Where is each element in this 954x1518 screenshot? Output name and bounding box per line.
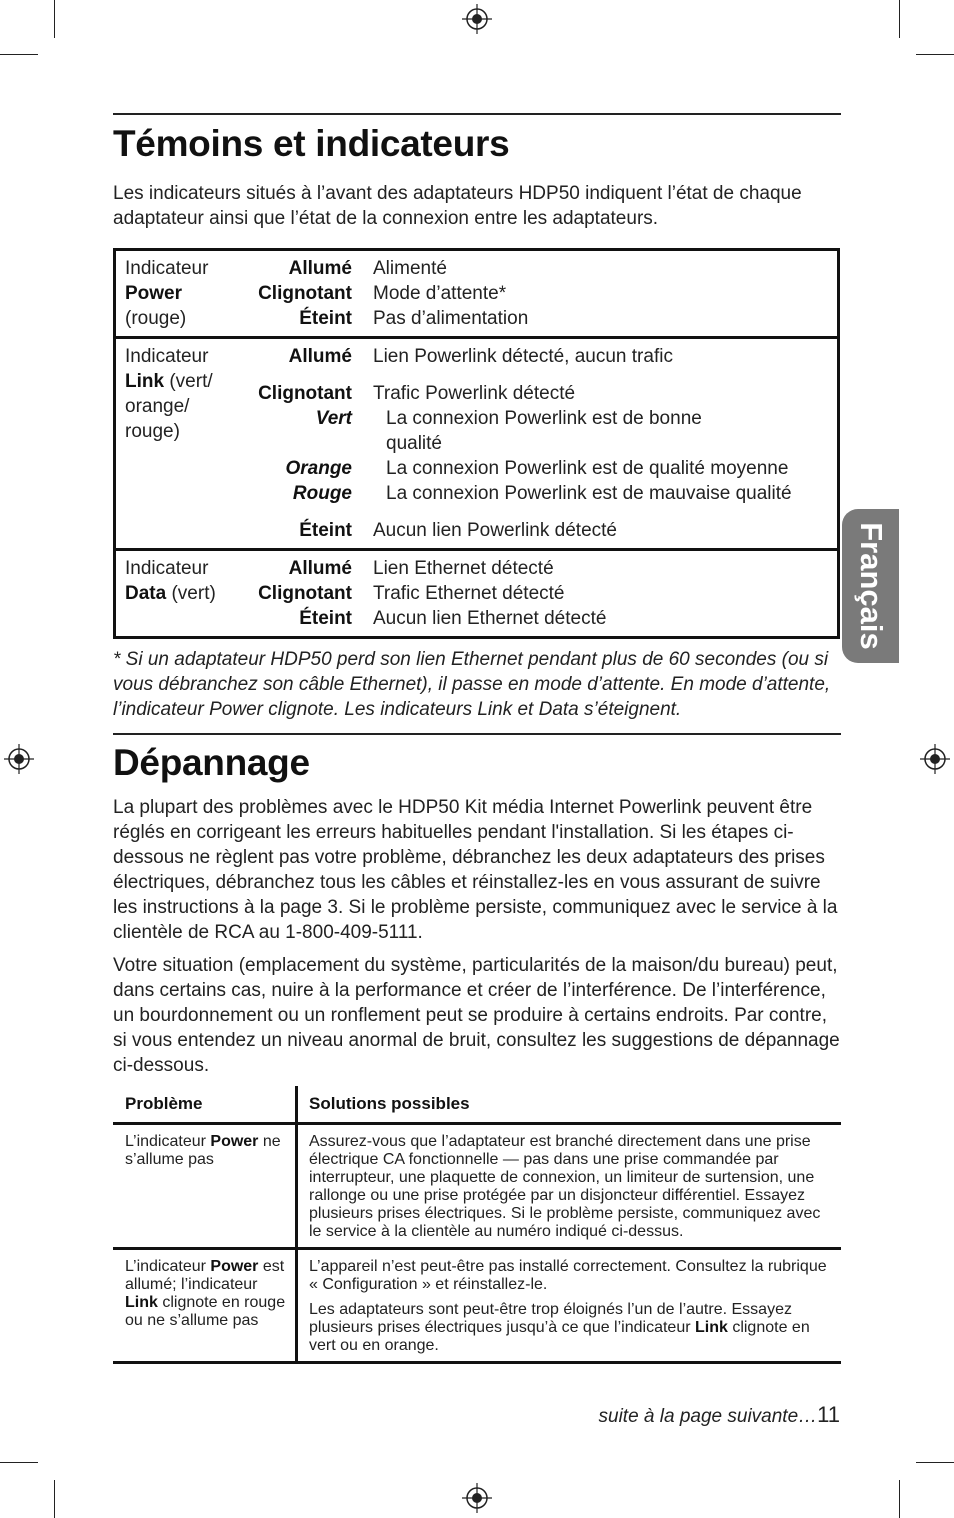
indicator-table	[113, 248, 840, 639]
problem-cell: L’indicateur Power est allumé; l’indicateur Link clignote en rouge ou ne s’allume pas	[113, 1250, 298, 1361]
crop-mark	[0, 54, 38, 55]
indicator-label: Indicateur Power (rouge)	[125, 258, 209, 329]
table-row	[113, 1125, 841, 1250]
solution-cell: Assurez-vous que l’adaptateur est branché directement dans une prise électrique CA fonctionnelle — pas dans une prise commandée par interrupteur, une plaquette de connexion, un limiteur de surtension, une rallonge ou une prise protégée par un disjoncteur différentiel. Essayez plusieurs prises électriques. Si le problème persiste, communiquez avec le service à la clientèle au numéro indiqué ci-dessus.	[309, 1133, 821, 1240]
indicator-group-power	[116, 251, 837, 336]
language-tab	[842, 509, 899, 663]
indicators-intro: Les indicateurs situés à l’avant des adaptateurs HDP50 indiquent l’état de chaque adaptateur ainsi que l’état de la connexion entre les adaptateurs.	[113, 183, 802, 229]
crop-mark	[899, 0, 900, 38]
problem-cell: L’indicateur Power ne s’allume pas	[113, 1125, 298, 1247]
indicator-descriptions: Lien Ethernet détecté Trafic Ethernet détecté Aucun lien Ethernet détecté	[373, 558, 607, 629]
indicator-descriptions: Alimenté Mode d’attente* Pas d’alimentation	[373, 258, 529, 329]
crop-mark	[916, 54, 954, 55]
language-tab-label: Français	[853, 522, 889, 650]
indicator-group-data	[116, 548, 837, 636]
page-number: 11	[817, 1402, 840, 1427]
indicator-descriptions: Lien Powerlink détecté, aucun trafic Trafic Powerlink détecté La connexion Powerlink est de bonne qualité La connexion Powerlink est de qualité moyenne La connexion Powerlink est de mauvaise qualité Aucun lien Powerlink détecté	[373, 346, 792, 541]
indicator-label: Indicateur Link (vert/ orange/ rouge)	[125, 346, 213, 442]
table-header-row	[113, 1086, 841, 1125]
registration-mark-icon	[4, 744, 34, 774]
solution-cell: L’appareil n’est peut-être pas installé correctement. Consultez la rubrique « Configuration » et réinstallez-le. Les adaptateurs sont peut-être trop éloignés l’un de l’autre. Essayez plusieurs prises électriques jusqu’à ce que l’indicateur Link clignote en vert ou en orange.	[309, 1258, 827, 1354]
indicator-states: Allumé Clignotant Vert Orange Rouge Éteint	[258, 346, 352, 541]
troubleshooting-paragraph: La plupart des problèmes avec le HDP50 Kit média Internet Powerlink peuvent être réglés en corrigeant les erreurs habituelles pendant l'installation. Si les étapes ci-dessous ne règlent pas votre problème, débranchez les deux adaptateurs des prises électriques, débranchez tous les câbles et réinstallez-les en vous assurant de suivre les instructions à la page 3. Si le problème persiste, communiquez avec le service à la clientèle de RCA au 1-800-409-5111.	[113, 797, 838, 943]
registration-mark-icon	[462, 1483, 492, 1513]
page-footer	[599, 1402, 840, 1428]
crop-mark	[0, 1462, 38, 1463]
crop-mark	[916, 1462, 954, 1463]
registration-mark-icon	[920, 744, 950, 774]
table-row	[113, 1250, 841, 1364]
indicator-label: Indicateur Data (vert)	[125, 558, 216, 604]
page-content	[113, 113, 841, 1364]
crop-mark	[54, 1480, 55, 1518]
section-rule	[113, 733, 841, 735]
section-title-indicators: Témoins et indicateurs	[113, 123, 510, 164]
crop-mark	[899, 1480, 900, 1518]
column-header-problem: Problème	[113, 1086, 298, 1122]
indicator-group-link	[116, 336, 837, 548]
registration-mark-icon	[462, 4, 492, 34]
footnote: * Si un adaptateur HDP50 perd son lien Ethernet pendant plus de 60 secondes (ou si vous débranchez son câble Ethernet), il passe en mode d’attente. En mode d’attente, l’indicateur Power clignote. Les indicateurs Link et Data s’éteignent.	[113, 649, 831, 720]
indicator-states: Allumé Clignotant Éteint	[258, 558, 352, 629]
indicator-states: Allumé Clignotant Éteint	[258, 258, 352, 329]
continued-note: suite à la page suivante…	[598, 1406, 818, 1427]
section-rule	[113, 113, 841, 115]
troubleshooting-paragraph: Votre situation (emplacement du système, particularités de la maison/du bureau) peut, dans certains cas, nuire à la performance et créer de l’interférence. De l’interférence, un bourdonnement ou un ronflement peut se produire à certains endroits. Par contre, si vous entendez un niveau anormal de bruit, consultez les suggestions de dépannage ci-dessous.	[113, 955, 840, 1076]
troubleshooting-table	[113, 1086, 841, 1364]
column-header-solutions: Solutions possibles	[309, 1094, 470, 1113]
section-title-troubleshooting: Dépannage	[113, 742, 310, 783]
crop-mark	[54, 0, 55, 38]
